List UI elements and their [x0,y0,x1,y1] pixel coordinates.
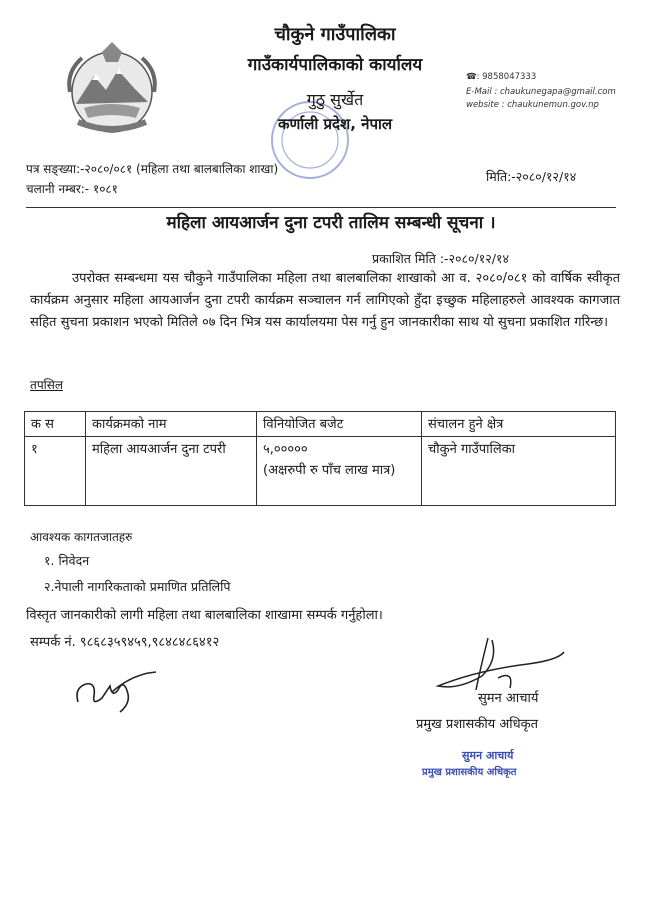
notice-title: महिला आयआर्जन दुना टपरी तालिम सम्बन्धी सूचना । [166,213,496,233]
cell-sn: १ [25,437,86,506]
office-seal-stamp [268,98,352,182]
letter-number: पत्र सङ्ख्या:-२०८०/०८१ (महिला तथा बालबालिका शाखा) [26,162,279,176]
header-divider [26,207,616,208]
cell-program: महिला आयआर्जन दुना टपरी [86,437,257,506]
dispatch-number: चलानी नम्बर:- १०८१ [26,182,118,196]
header-sn: क स [25,412,86,437]
header-program: कार्यक्रमको नाम [86,412,257,437]
stamp-title: प्रमुख प्रशासकीय अधिकृत [422,767,517,778]
website-address: website : chaukunemun.gov.np [466,100,599,110]
cell-area: चौकुने गाउँपालिका [422,437,616,506]
letter-date: मिति:-२०८०/१२/१४ [486,169,577,184]
signatory-name: सुमन आचार्य [478,691,539,706]
notice-body: उपरोक्त सम्बन्धमा यस चौकुने गाउँपालिका महिला तथा बालबालिका शाखाको आ व. २०८०/०८१ को वार्षिक स्वीकृत कार्यक्रम अनुसार महिला आयआर्जन दुना टपरी कार्यक्रम सञ्चालन गर्न लागिएको हुँदा इच्छुक महिलाहरुले आवश्यक कागजात सहित सुचना प्रकाशन भएको मितिले ०७ दिन भित्र यस कार्यालयमा पेस गर्नु हुन जानकारीका साथ यो सुचना प्रकाशित गरिन्छ। [30,271,620,330]
budget-words: (अक्षरुपी रु पाँच लाख मात्र) [263,463,396,478]
nepal-emblem-icon [62,42,162,137]
program-table [24,411,616,506]
header-area: संचालन हुने क्षेत्र [422,412,616,437]
header-budget: विनियोजित बजेट [257,412,422,437]
table-row [25,437,616,506]
contact-info: विस्तृत जानकारीको लागी महिला तथा बालबालिका शाखामा सम्पर्क गर्नुहोला। [26,608,383,623]
requirements-label: आवश्यक कागतजातहरु [30,530,133,544]
requirement-item: १. निवेदन [44,553,90,568]
province-name: कर्णाली प्रदेश, नेपाल [277,115,393,133]
budget-amount: ५,००००० [263,442,308,457]
office-name: गाउँकार्यपालिकाको कार्यालय [247,55,423,75]
contact-phones: सम्पर्क नं. ९८६८३५९४५९,९८४८४८६४१२ [30,635,220,650]
details-label: तपसिल [30,378,64,392]
signature-left [72,668,162,716]
cell-budget [257,437,422,506]
signatory-title: प्रमुख प्रशासकीय अधिकृत [416,717,539,732]
stamp-name: सुमन आचार्य [462,749,514,762]
municipality-name: चौकुने गाउँपालिका [274,24,396,45]
office-location: गुठु सुर्खेत [306,90,364,109]
requirement-item: २.नेपाली नागरिकताको प्रमाणित प्रतिलिपि [44,579,231,594]
email-address: E-Mail : chaukunegapa@gmail.com [466,87,616,97]
phone-number: ☎: 9858047333 [466,72,537,82]
published-date: प्रकाशित मिति :-२०८०/१२/१४ [372,251,509,266]
table-header-row [25,412,616,437]
